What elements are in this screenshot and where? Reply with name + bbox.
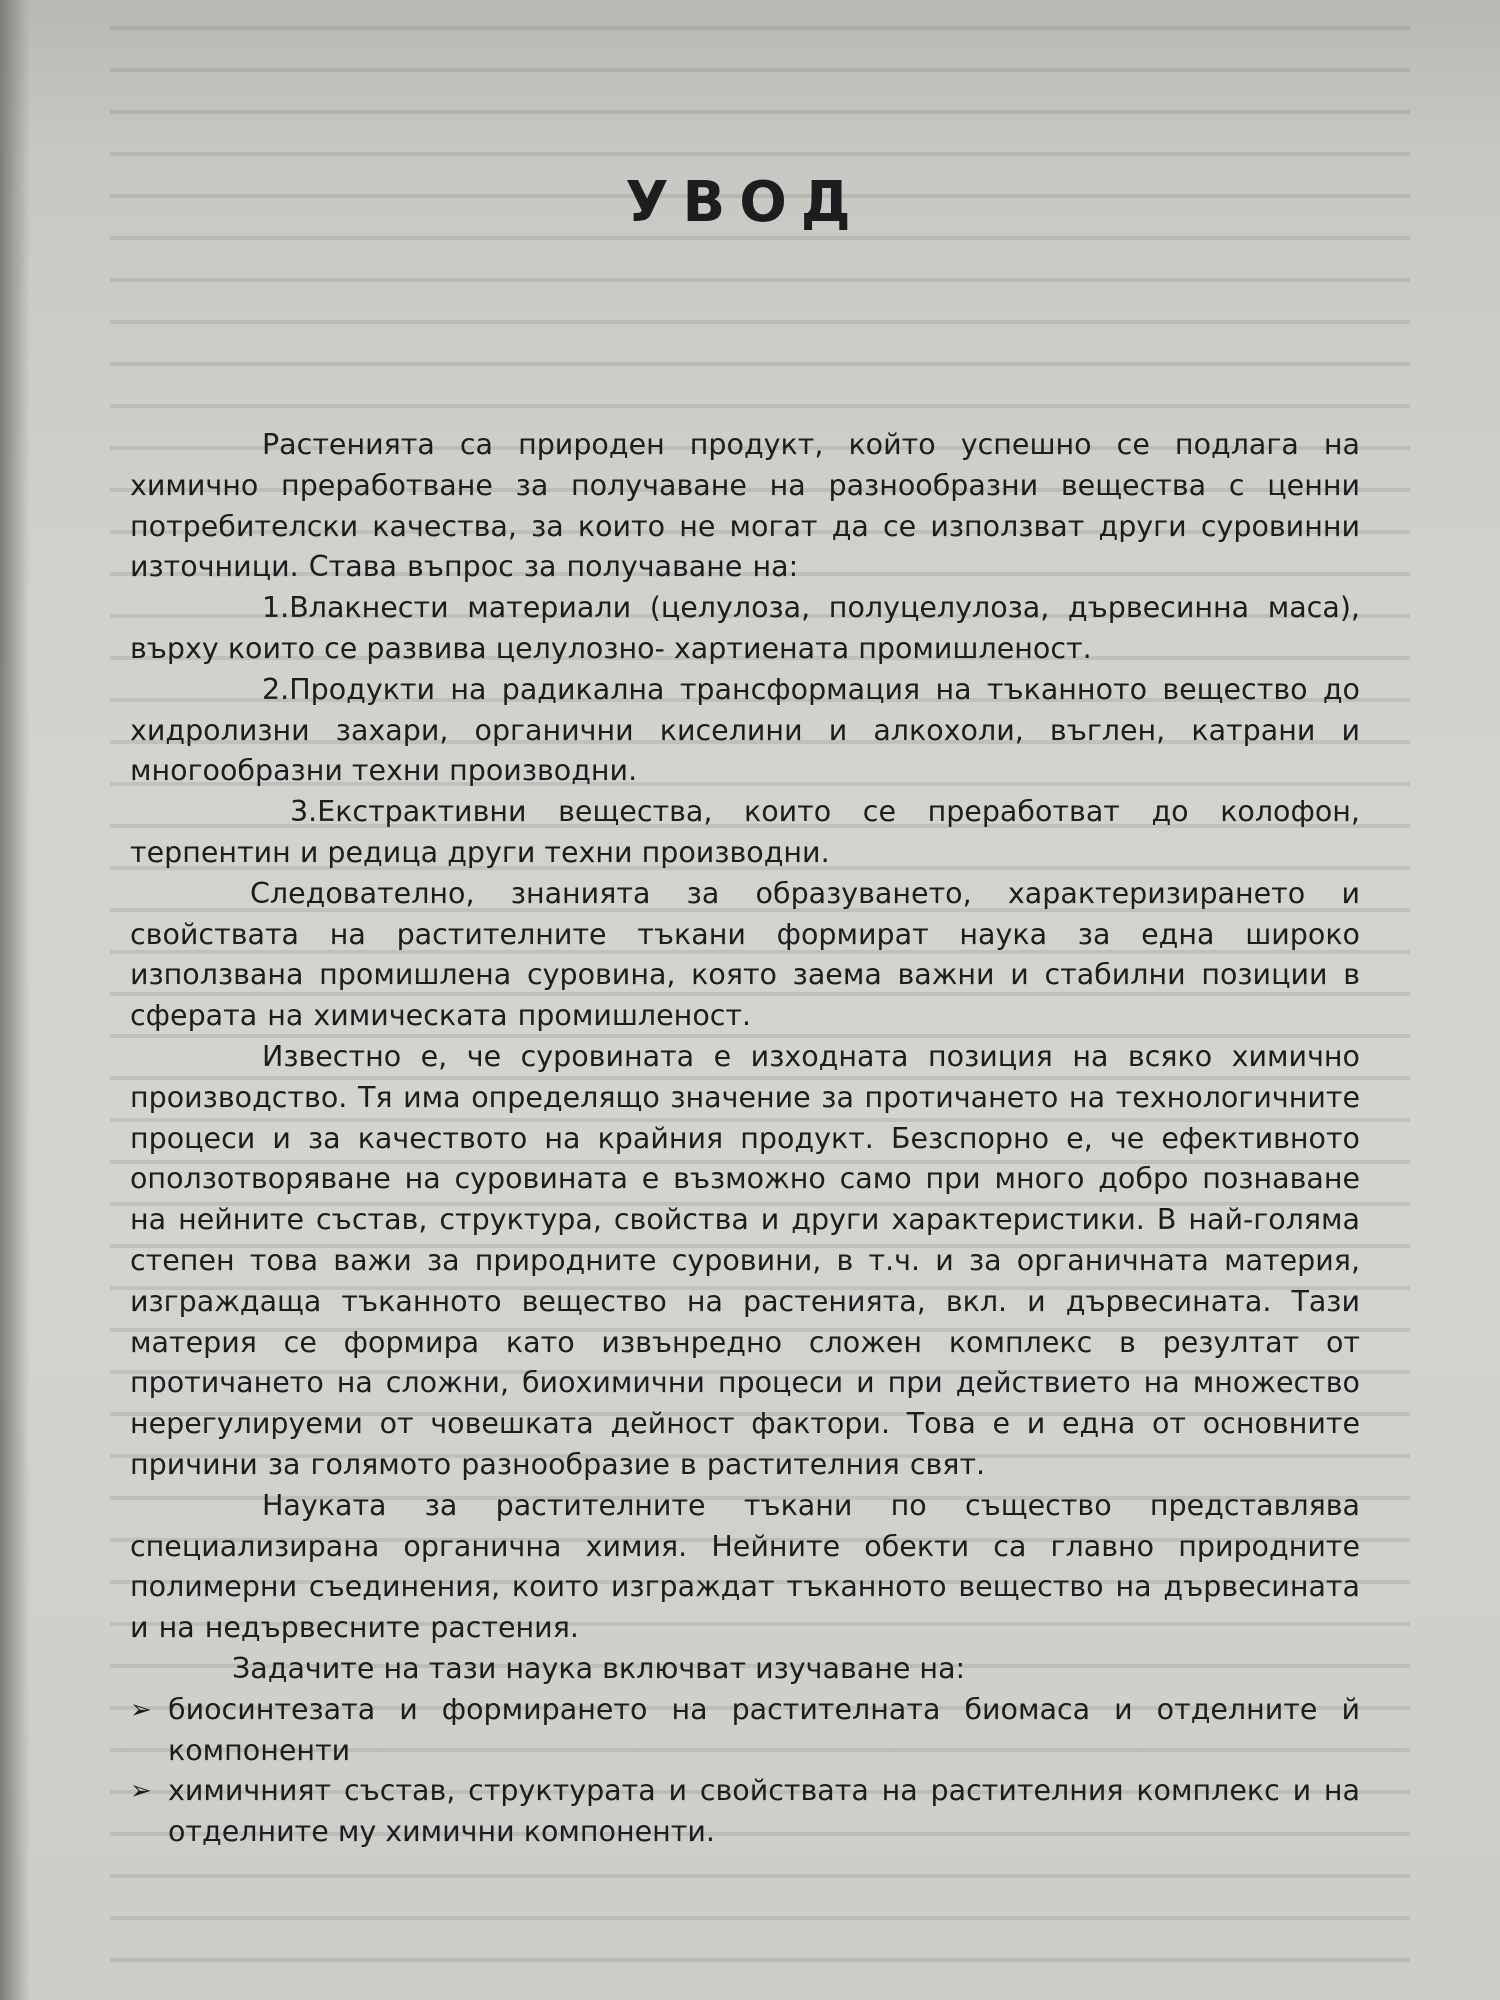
intro-paragraph: Растенията са природен продукт, който успешно се подлага на химично преработване за получаване на разнообразни вещества с ценни потребителски качества, за които не могат да се използват други суровинни източници. Става въпрос за получаване на: xyxy=(130,428,1360,584)
paragraph-raw-material: Известно е, че суровината е изходната позиция на всяко химично производство. Тя има определящо значение за протичането на технологичните процеси и за качеството на крайния продукт. Безспорно е, че ефективното оползотворяване на суровината е възможно само при много добро познаване на нейните състав, структура, свойства и други характеристики. В най-голяма степен това важи за природните суровини, в т.ч. и за органичната материя, изграждаща тъканното вещество на растенията, вкл. и дървесината. Тази материя се формира като извънредно сложен комплекс в резултат от протичането на сложни, биохимични процеси и при действието на множество нерегулируеми от човешката дейност фактори. Това е и една от основните причини за голямото разнообразие в растителния свят. xyxy=(130,1039,1360,1481)
bullet-item-2 xyxy=(130,1771,1360,1853)
list-item-3: 3.Екстрактивни вещества, които се преработват до колофон, терпентин и редица други техни производни. xyxy=(130,795,1360,869)
list-item-2: 2.Продукти на радикална трансформация на тъканното вещество до хидролизни захари, органични киселини и алкохоли, въглен, катрани и многообразни техни производни. xyxy=(130,672,1360,788)
arrow-right-icon: ➢ xyxy=(130,1694,152,1725)
arrow-right-icon: ➢ xyxy=(130,1776,152,1807)
list-item-1: 1.Влакнести материали (целулоза, полуцелулоза, дървесинна маса), върху които се развива целулозно- хартиената промишленост. xyxy=(130,591,1360,665)
tasks-intro: Задачите на тази наука включват изучаване на: xyxy=(232,1651,966,1685)
bullet-item-2-text: химичният състав, структурата и свойствата на растителния комплекс и на отделните му химични компоненти. xyxy=(168,1774,1360,1849)
paragraph-conclusion: Следователно, знанията за образуването, характеризирането и свойствата на растителните тъкани формират наука за една широко използвана промишлена суровина, която заема важни и стабилни позиции в сферата на химическата промишленост. xyxy=(130,876,1360,1033)
page-content xyxy=(130,170,1360,1853)
page-binding-shadow xyxy=(0,0,30,2000)
bullet-item-1 xyxy=(130,1690,1360,1772)
paragraph-science: Науката за растителните тъкани по същество представлява специализирана органична химия. Нейните обекти са главно природните полимерни съединения, които изграждат тъканното вещество на дървесината и на недървесните растения. xyxy=(130,1488,1360,1645)
page-title: УВОД xyxy=(625,170,865,235)
bullet-item-1-text: биосинтезата и формирането на растителната биомаса и отделните й компоненти xyxy=(168,1692,1360,1767)
